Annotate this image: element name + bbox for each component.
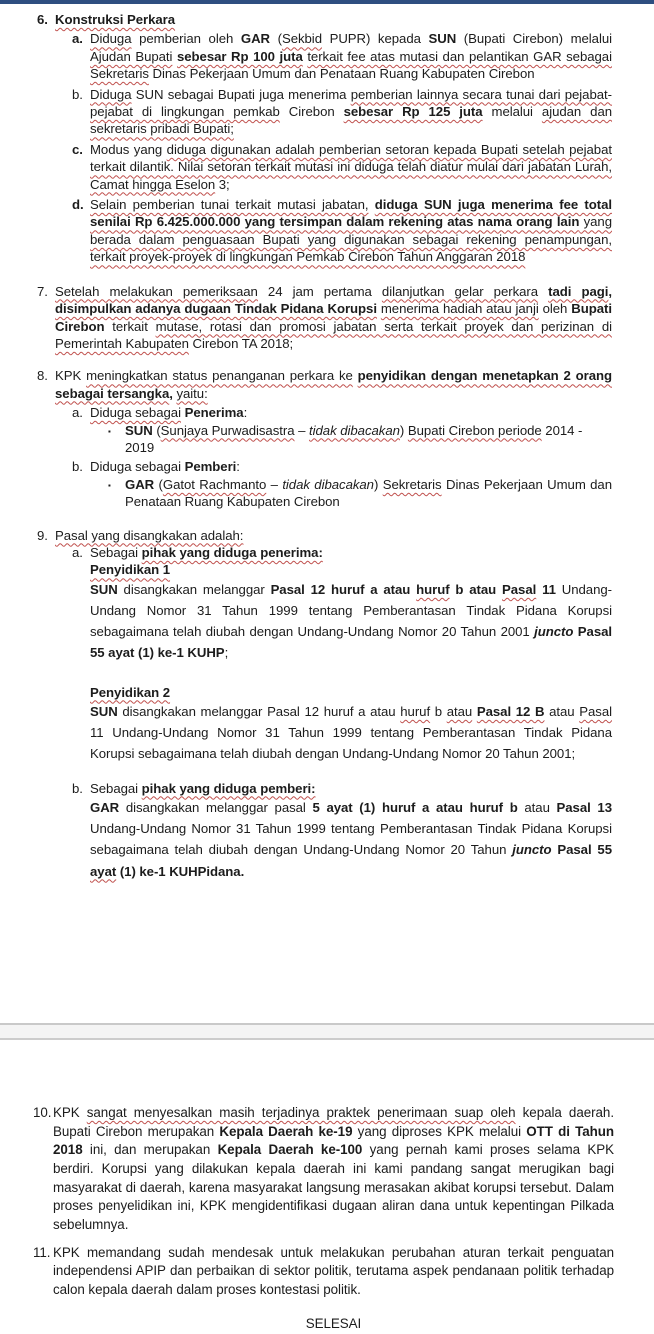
text-run: Pasal 12 B	[476, 704, 545, 719]
text-run	[538, 284, 548, 299]
text-run: GAR	[240, 31, 271, 47]
text-run: disimpulkan adanya dugaan Tindak Pidana Korupsi	[55, 301, 377, 317]
text-run: Pasal 55 ayat (1) ke-1 KUHP	[90, 624, 613, 661]
text-run: Diduga sebagai	[90, 405, 181, 421]
bullet-icon: ▪	[108, 480, 111, 490]
item-7	[37, 283, 612, 353]
list-marker: 9.	[37, 527, 48, 543]
text-run: Sebagai	[90, 780, 142, 796]
text-run: 2014 - 2019	[125, 422, 583, 455]
page-1	[0, 4, 654, 882]
text-run: Konstruksi Perkara	[55, 12, 176, 27]
text-run: sangat menyesalkan masih terjadinya praktek penerimaan suap oleh	[86, 1104, 516, 1120]
text-run: terkait	[104, 318, 156, 334]
item-11	[33, 1244, 614, 1300]
item-9b	[72, 780, 612, 797]
text-run: Pasal 12 huruf a atau	[270, 581, 417, 597]
text-run: melalui	[482, 104, 542, 120]
text-run: Sunjaya Purwadisastra	[160, 422, 295, 438]
text-run: Sekbid	[281, 31, 322, 47]
text-run: Penyidikan 1	[90, 562, 171, 578]
penyidikan-2-heading	[90, 684, 612, 701]
text-run: dilanjutkan gelar perkara	[381, 283, 539, 299]
gar-charge	[90, 797, 612, 882]
text-run: Gatot Rachmanto	[162, 476, 267, 492]
item-8	[37, 367, 612, 402]
text-run: (	[270, 31, 282, 47]
text-run: Pemberi	[184, 459, 237, 475]
text-run: )	[373, 476, 383, 492]
text-run: kepala daerah. Bupati Cirebon merupakan	[53, 1104, 614, 1139]
text-run: yang pernah kami proses selama KPK berdiri. Korupsi yang dilakukan kepala daerah ini kami pandang sangat merugikan bagi masyarakat di daerah, karena masyarakat langsung merasakan akibat korupsi tersebut. Dalam proses penyelidikan ini, KPK mengidentifikasi dugaan aliran dana untuk kepentingan Pilkada sebelumnya.	[53, 1142, 614, 1233]
text-run: Diduga	[90, 31, 132, 47]
text-run: Undang-Undang Nomor 31 Tahun 1999 tentang Pemberantasan Tindak Pidana Korupsi sebagaimana telah diubah dengan Undang-Undang Nomor 20 Tahun 2001	[90, 581, 612, 640]
text-run: SUN	[90, 581, 118, 597]
text-run: Sekretaris	[382, 476, 442, 492]
list-marker: 11.	[33, 1244, 51, 1260]
list-marker: 8.	[37, 368, 48, 384]
text-run: diduga digunakan adalah pemberian setoran kepada Bupati setelah pejabat terkait dilantik. Nilai setoran terkait mutasi ini diduga telah diatur mulai dari jabatan Lurah, Camat hingga Eselon	[90, 141, 612, 192]
penyidikan-2-charge	[90, 701, 612, 765]
text-run: Diduga	[90, 86, 132, 102]
text-run: PUPR) kepada	[321, 31, 429, 47]
text-run: ,	[169, 385, 177, 401]
text-run: pihak yang diduga penerima:	[141, 544, 323, 560]
text-run: (Bupati Cirebon) melalui	[456, 31, 612, 47]
text-run: 3;	[215, 176, 230, 192]
text-run: penguasaan Bupati yang digunakan sebagai rekening penampungan, terkait proyek-proyek di lingkungan Pemkab Cirebon Tahun Anggaran 2018	[90, 231, 612, 265]
text-run: Pasal 13	[556, 800, 612, 816]
text-run: (1) ke-1 KUHPidana.	[116, 863, 245, 879]
text-run: disangkakan melanggar	[117, 581, 271, 597]
text-run: Diduga sebagai	[90, 459, 185, 475]
text-run: b	[430, 704, 447, 719]
text-run: tidak dibacakan	[282, 476, 374, 492]
text-run: (	[152, 422, 161, 438]
text-run: yang diproses KPK melalui	[352, 1123, 527, 1139]
text-run: Kepala Daerah ke-19	[219, 1123, 353, 1139]
text-run: atau	[517, 800, 557, 816]
text-run: SUN	[90, 704, 118, 719]
list-marker: b.	[72, 780, 83, 796]
text-run: tadi pagi	[548, 283, 609, 299]
page-1-content	[37, 11, 612, 882]
text-run: pemberian lainnya secara tunai dari pejabat-pejabat di lingkungan pemkab	[90, 86, 612, 120]
text-run: Modus yang	[90, 141, 167, 157]
item-9	[37, 527, 612, 544]
list-marker: 7.	[37, 283, 48, 299]
text-run: Cirebon TA 2018;	[188, 335, 294, 351]
suspect-sun	[108, 422, 612, 457]
text-run: ayat	[90, 863, 117, 879]
text-run: disangkakan melanggar Pasal 12 huruf a atau	[117, 704, 401, 719]
text-run: menerima hadiah atau janji	[380, 301, 539, 317]
text-run: SUN	[125, 422, 153, 438]
text-run: meningkatkan status penanganan perkara ke	[86, 368, 353, 384]
list-marker: c.	[72, 141, 83, 157]
item-9a	[72, 544, 612, 561]
list-marker: b.	[72, 86, 83, 102]
text-run: Setelah melakukan pemeriksaan	[55, 283, 258, 299]
text-run: Cirebon	[279, 104, 344, 120]
text-run: huruf	[400, 704, 431, 719]
list-marker: 10.	[33, 1104, 52, 1120]
text-run: Bupati Cirebon periode	[407, 422, 542, 438]
text-run: )	[399, 422, 408, 438]
text-run: SUN sebagai Bupati juga menerima	[131, 86, 351, 102]
text-run: pihak yang diduga pemberi:	[141, 780, 316, 796]
item-10	[33, 1104, 614, 1235]
text-run: Pasal	[579, 704, 612, 719]
text-run: (	[154, 476, 163, 492]
text-run: Selain pemberian tunai terkait mutasi jabatan,	[90, 197, 369, 213]
item-6c	[72, 141, 612, 193]
text-run: Penyidikan 2	[90, 684, 171, 700]
text-run: KPK	[53, 1104, 87, 1120]
text-run: :	[243, 405, 248, 421]
text-run: mutase, rotasi dan promosi jabatan serta terkait proyek dan perizinan di Pemerintah Kabupaten	[55, 318, 612, 351]
text-run: Sebagai	[90, 544, 142, 560]
text-run: SELESAI	[305, 1315, 362, 1331]
text-run: Ajudan Bupati	[90, 48, 173, 64]
text-run: –	[294, 422, 310, 438]
text-run: huruf	[416, 581, 450, 597]
item-6-heading	[37, 11, 612, 28]
text-run: yaitu:	[176, 385, 208, 401]
text-run: yang berada dalam	[90, 214, 612, 247]
text-run: ;	[224, 645, 229, 661]
list-marker: a.	[72, 544, 83, 560]
text-run: diduga SUN juga menerima fee total senilai Rp 6.425.000.000 yang tersimpan dalam rekening atas nama orang lain	[90, 197, 612, 230]
list-marker: d.	[72, 197, 84, 213]
penyidikan-1-charge	[90, 579, 612, 664]
suspect-gar	[108, 476, 612, 511]
text-run: atau	[544, 704, 580, 719]
text-run: disangkakan melanggar pasal	[119, 800, 313, 816]
text-run: 11	[536, 581, 556, 597]
text-run: 24 jam pertama	[257, 283, 382, 299]
text-run: ini, dan merupakan	[82, 1142, 218, 1158]
item-6b	[72, 86, 612, 138]
penyidikan-1-heading	[90, 561, 612, 578]
text-run: GAR	[125, 476, 155, 492]
text-run: GAR	[90, 800, 120, 816]
text-run: Penerima	[184, 405, 244, 421]
text-run: Pasal yang disangkakan adalah:	[55, 527, 244, 543]
text-run: KPK	[55, 368, 87, 384]
list-marker: a.	[72, 405, 83, 421]
text-run: terkait fee atas mutasi dan pelantikan GAR sebagai Sekretaris	[90, 48, 612, 82]
text-run: –	[266, 476, 283, 492]
text-run: 5 ayat (1) huruf a atau huruf b	[312, 800, 518, 816]
list-marker: b.	[72, 459, 83, 475]
text-run: :	[236, 459, 240, 475]
page-2	[0, 1040, 654, 1334]
text-run: b atau	[449, 581, 503, 597]
text-run: pemberian oleh	[131, 31, 241, 47]
item-6a	[72, 30, 612, 82]
text-run: penyidikan dengan menetapkan 2 orang sebagai tersangka	[55, 368, 612, 401]
text-run: SUN	[428, 31, 457, 47]
text-run: Dinas Pekerjaan Umum dan Penataan Ruang Kabupaten Cirebon	[148, 66, 535, 82]
text-run: 11 Undang-Undang Nomor 31 Tahun 1999 tentang Pemberantasan Tindak Pidana Korupsi sebagaimana telah diubah dengan Undang-Undang Nomor 20 Tahun 2001;	[90, 725, 612, 762]
text-run: oleh	[538, 301, 572, 317]
text-run: juncto	[534, 624, 574, 640]
item-8b	[72, 458, 612, 475]
text-run: ajudan dan sekretaris pribadi Bupati;	[90, 104, 613, 137]
text-run: Pasal	[502, 581, 537, 597]
page-break-gap	[0, 1023, 654, 1040]
text-run: Bupati Cirebon	[55, 301, 612, 334]
text-run: tidak dibacakan	[309, 422, 400, 438]
list-marker: 6.	[37, 12, 48, 27]
list-marker: a.	[72, 31, 83, 47]
page-2-content	[33, 1104, 614, 1334]
bullet-icon: ▪	[108, 426, 111, 436]
item-8a	[72, 404, 612, 421]
item-6d	[72, 196, 612, 266]
text-run: sebesar Rp 100 juta	[176, 48, 303, 64]
text-run: ,	[608, 283, 612, 299]
text-run: Pasal 55	[557, 842, 612, 858]
text-run: Kepala Daerah ke-100	[217, 1142, 363, 1158]
text-run: juncto	[512, 842, 552, 858]
text-run: atau	[446, 704, 473, 719]
text-run: sebesar Rp 125 juta	[343, 104, 483, 120]
text-run: Dinas Pekerjaan Umum dan Penataan Ruang Kabupaten Cirebon	[125, 476, 612, 510]
text-run: Undang-Undang Nomor 31 Tahun 1999 tentang Pemberantasan Tindak Pidana Korupsi sebagaimana telah diubah dengan Undang-Undang Nomor 20 Tahun	[90, 821, 612, 858]
text-run: OTT di Tahun 2018	[53, 1123, 615, 1158]
closing-text	[33, 1315, 614, 1334]
text-run: KPK memandang sudah mendesak untuk melakukan perubahan aturan terkait penguatan independensi APIP dan perbaikan di sektor politik, terutama aspek pendanaan politik terhadap calon kepala daerah dalam proses kontestasi politik.	[53, 1244, 614, 1298]
